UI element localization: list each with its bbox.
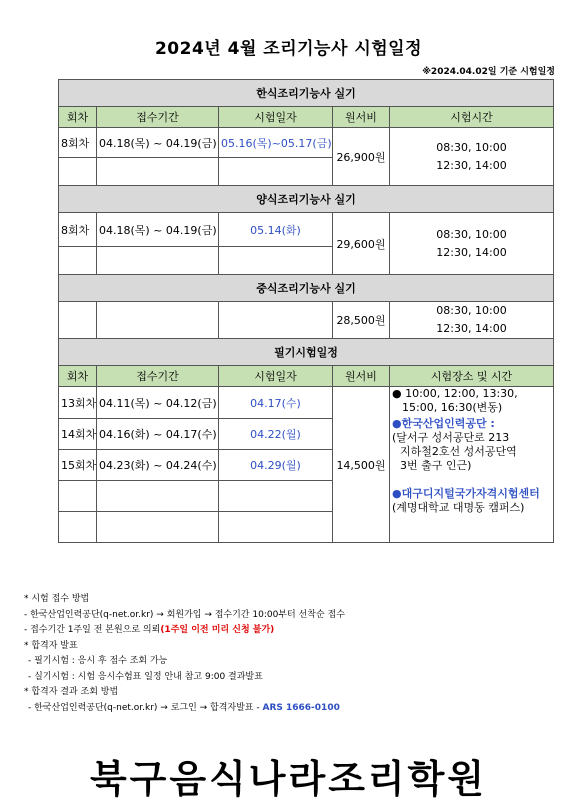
location-1-line: 지하철2호선 성서공단역 [400, 445, 517, 458]
header-period: 접수기간 [97, 366, 219, 387]
round-cell: 8회차 [59, 128, 97, 158]
date-cell: 04.29(월) [219, 450, 333, 481]
header-round: 회차 [59, 366, 97, 387]
empty-cell [97, 247, 219, 275]
time-line: 08:30, 10:00 [436, 140, 507, 154]
empty-cell [219, 512, 333, 543]
basis-date-note: ※2024.04.02일 기준 시험일정 [422, 67, 555, 77]
period-cell: 04.18(목) ~ 04.19(금) [97, 213, 219, 247]
table-row [59, 213, 554, 247]
note-line: - 한국산업인력공단(q-net.or.kr) → 회원가입 → 접수기간 10:00부터 선착순 접수 [24, 609, 345, 620]
note-line: * 시험 접수 방법 [24, 594, 90, 604]
header-time: 시험시간 [390, 107, 554, 128]
note-line [24, 623, 564, 639]
note-line: * 합격자 결과 조회 방법 [24, 687, 119, 697]
header-round: 회차 [59, 107, 97, 128]
empty-cell [97, 481, 219, 512]
section-korean-practical: 한식조리기능사 실기 [59, 80, 554, 107]
time-cell [390, 302, 554, 339]
round-cell: 8회차 [59, 213, 97, 247]
empty-cell [59, 512, 97, 543]
note-warning: (1주일 이전 미리 신청 불가) [160, 625, 275, 635]
location-1-title: ●한국산업인력공단 : [392, 417, 495, 430]
note-line: - 필기시험 : 응시 후 점수 조회 가능 [28, 656, 168, 666]
header-period: 접수기간 [97, 107, 219, 128]
header-date: 시험일자 [219, 107, 333, 128]
location-2-line: (계명대학교 대명동 캠퍼스) [392, 501, 525, 514]
note-line: - 실기시험 : 시험 응시수험표 일정 안내 참고 9:00 결과발표 [28, 671, 263, 682]
exam-schedule-table [58, 79, 554, 543]
empty-cell [59, 158, 97, 186]
round-cell: 15회차 [59, 450, 97, 481]
page-title: 2024년 4월 조리기능사 시험일정 [154, 39, 423, 59]
empty-cell [97, 512, 219, 543]
period-cell: 04.11(목) ~ 04.12(금) [97, 387, 219, 419]
note-text: - 접수기간 1주일 전 본원으로 의뢰 [24, 625, 161, 635]
header-location-time: 시험장소 및 시간 [390, 366, 554, 387]
ars-number: ARS 1666-0100 [262, 702, 340, 713]
note-line [24, 701, 564, 717]
fee-cell: 28,500원 [333, 302, 390, 339]
empty-cell [219, 247, 333, 275]
date-cell: 05.14(화) [219, 213, 333, 247]
time-line: 12:30, 14:00 [436, 322, 507, 335]
note-text: - 한국산업인력공단(q-net.or.kr) → 로그인 → 합격자발표 - [28, 702, 260, 713]
empty-cell [219, 302, 333, 339]
location-1-line: 3번 출구 인근) [400, 459, 472, 472]
time-cell [390, 128, 554, 186]
location-time-cell [390, 387, 554, 543]
header-fee: 원서비 [333, 107, 390, 128]
fee-cell: 26,900원 [333, 128, 390, 186]
date-cell: 05.16(목)~05.17(금) [219, 128, 333, 158]
time-line: 12:30, 14:00 [436, 158, 507, 172]
times-line: 15:00, 16:30(변동) [402, 401, 503, 414]
period-cell: 04.16(화) ~ 04.17(수) [97, 419, 219, 450]
empty-cell [97, 158, 219, 186]
section-western-practical: 양식조리기능사 실기 [59, 186, 554, 213]
header-date: 시험일자 [219, 366, 333, 387]
notes-section [24, 592, 564, 716]
header-fee: 원서비 [333, 366, 390, 387]
note-line: * 합격자 발표 [24, 640, 78, 651]
date-cell: 04.22(월) [219, 419, 333, 450]
time-line: 12:30, 14:00 [436, 245, 507, 259]
round-cell: 14회차 [59, 419, 97, 450]
table-row [59, 128, 554, 158]
fee-cell: 29,600원 [333, 213, 390, 275]
empty-cell [219, 481, 333, 512]
location-2-title: ●대구디지털국가자격시험센터 [392, 487, 540, 500]
empty-cell [219, 158, 333, 186]
period-cell: 04.23(화) ~ 04.24(수) [97, 450, 219, 481]
time-line: 08:30, 10:00 [436, 227, 507, 241]
empty-cell [59, 481, 97, 512]
table-row [59, 302, 554, 339]
time-cell [390, 213, 554, 275]
section-written-exam: 필기시험일정 [59, 339, 554, 366]
header-row [59, 366, 554, 387]
academy-name: 북구음식나라조리학원 [89, 757, 488, 801]
period-cell: 04.18(목) ~ 04.19(금) [97, 128, 219, 158]
empty-cell [97, 302, 219, 339]
header-row [59, 107, 554, 128]
round-cell: 13회차 [59, 387, 97, 419]
empty-cell [59, 302, 97, 339]
table-row [59, 387, 554, 419]
fee-cell: 14,500원 [333, 387, 390, 543]
date-cell: 04.17(수) [219, 387, 333, 419]
location-1-line: (달서구 성서공단로 213 [392, 431, 510, 444]
section-chinese-practical: 중식조리기능사 실기 [59, 275, 554, 302]
empty-cell [59, 247, 97, 275]
times-line: ● 10:00, 12:00, 13:30, [392, 387, 518, 400]
time-line: 08:30, 10:00 [436, 304, 507, 317]
